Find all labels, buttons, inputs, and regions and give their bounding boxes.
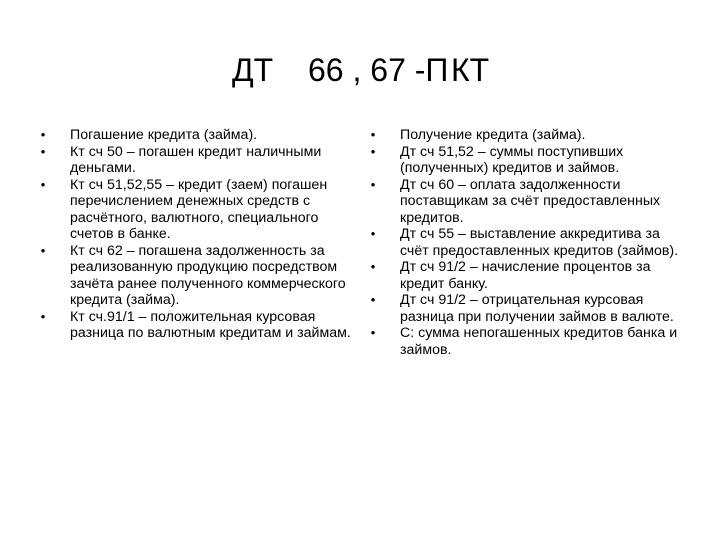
title-account-numbers: 66 , 67 -П (308, 52, 449, 88)
credit-item (368, 144, 688, 177)
credit-item (368, 226, 688, 259)
title-credit-label: КТ (451, 52, 490, 88)
credit-item-text: Дт сч 91/2 – начисление процентов за кредит банку. (400, 259, 651, 292)
debit-item (38, 309, 358, 342)
credit-item (368, 325, 688, 358)
debit-item-text: Кт сч 50 – погашен кредит наличными деньгами. (70, 143, 322, 176)
credit-item-text: С: сумма непогашенных кредитов банка и займов. (400, 325, 678, 358)
bullet-icon: • (370, 325, 376, 340)
debit-column-list (38, 127, 358, 342)
credit-item-text: Дт сч 51,52 – суммы поступивших (полученных) кредитов и займов. (400, 143, 624, 176)
credit-item-text: Дт сч 60 – оплата задолженности поставщикам за счёт предоставленных кредитов. (400, 176, 661, 226)
bullet-icon: • (370, 143, 376, 159)
bullet-icon: • (40, 308, 46, 324)
credit-column-list (368, 127, 688, 358)
slide-title (0, 50, 720, 90)
bullet-icon: • (40, 143, 46, 159)
credit-item (368, 127, 688, 144)
bullet-icon: • (370, 226, 376, 241)
debit-item (38, 177, 358, 243)
debit-item-text: Кт сч 51,52,55 – кредит (заем) погашен перечислением денежных средств с расчётного, валютного, специального счетов в банке. (70, 176, 328, 242)
debit-item-text: Кт сч.91/1 – положительная курсовая разница по валютным кредитам и займам. (70, 308, 351, 341)
debit-item-text: Кт сч 62 – погашена задолженность за реализованную продукцию посредством зачёта ранее полученного коммерческого кредита (займа). (70, 242, 346, 308)
bullet-icon: • (370, 292, 376, 307)
credit-item-text: Дт сч 55 – выставление аккредитива за счёт предоставленных кредитов (займов). (400, 226, 679, 259)
title-debit-label: ДТ (232, 52, 274, 88)
credit-item (368, 292, 688, 325)
bullet-icon: • (370, 176, 376, 192)
debit-item (38, 243, 358, 309)
bullet-icon: • (40, 176, 46, 192)
bullet-icon: • (370, 127, 376, 142)
credit-item (368, 259, 688, 292)
bullet-icon: • (40, 242, 46, 258)
debit-item (38, 144, 358, 177)
credit-item (368, 177, 688, 227)
credit-item-text: Получение кредита (займа). (400, 127, 586, 143)
bullet-icon: • (40, 127, 46, 142)
debit-item-text: Погашение кредита (займа). (70, 127, 258, 143)
debit-item (38, 127, 358, 144)
credit-item-text: Дт сч 91/2 – отрицательная курсовая разница при получении займов в валюте. (400, 292, 674, 325)
bullet-icon: • (370, 259, 376, 274)
